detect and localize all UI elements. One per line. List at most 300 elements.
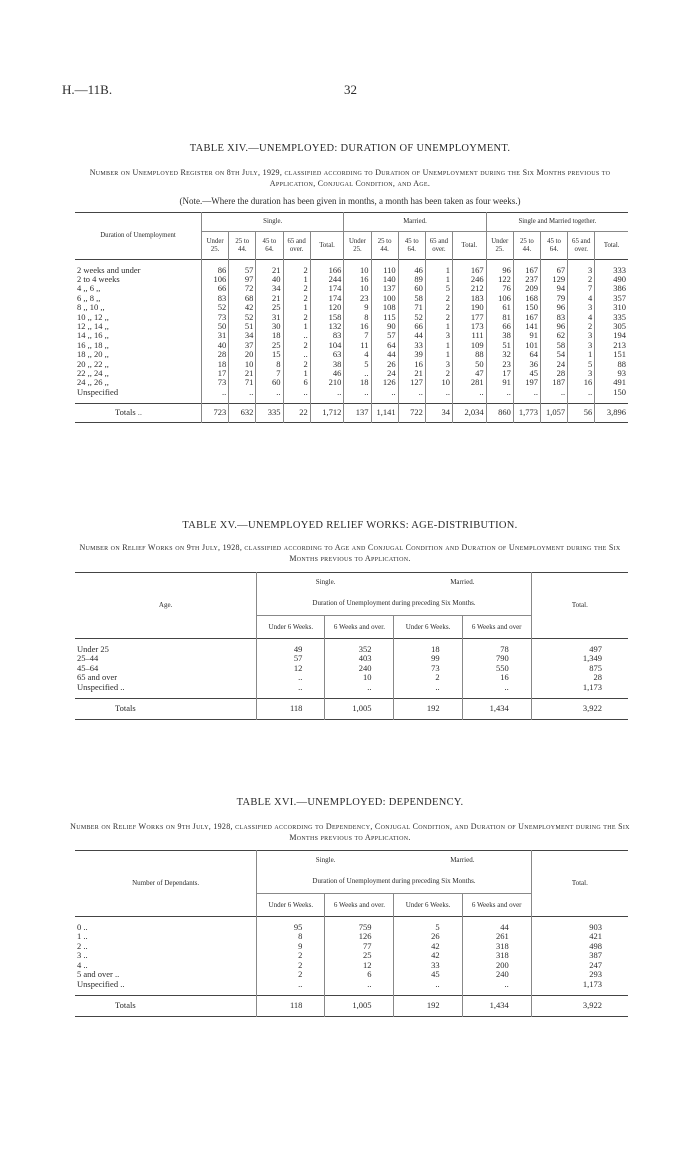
cell: 109 xyxy=(452,341,486,350)
table-row xyxy=(75,932,628,942)
cell: 96 xyxy=(486,266,513,275)
cell: 34 xyxy=(425,403,452,422)
cell: 2 xyxy=(568,322,595,331)
cell: 73 xyxy=(202,313,229,322)
cell: 34 xyxy=(256,284,283,293)
cell: 3 xyxy=(425,360,452,369)
cell: 210 xyxy=(310,378,344,387)
cell: .. xyxy=(462,683,531,693)
cell: 60 xyxy=(398,284,425,293)
cell: 1,434 xyxy=(462,996,531,1017)
col-single-3: 65 and over. xyxy=(283,232,310,260)
cell: 100 xyxy=(371,294,398,303)
cell: 57 xyxy=(371,331,398,340)
cell: 6 xyxy=(283,378,310,387)
row-label xyxy=(75,388,202,397)
row-label xyxy=(75,698,257,719)
cell: 33 xyxy=(394,961,462,971)
cell: 127 xyxy=(398,378,425,387)
cell: 2 xyxy=(257,951,325,961)
row-label-text: 14 ,, 16 ,, xyxy=(77,330,109,341)
table-row xyxy=(75,341,628,350)
cell: 7 xyxy=(344,331,371,340)
cell: 1,712 xyxy=(310,403,344,422)
cell: 550 xyxy=(462,664,531,674)
cell: 2 xyxy=(283,284,310,293)
cell: 244 xyxy=(310,275,344,284)
cell: 6 xyxy=(325,970,394,980)
cell: 167 xyxy=(513,266,540,275)
table-row xyxy=(75,360,628,369)
cell: 5 xyxy=(344,360,371,369)
row-label xyxy=(75,654,257,664)
table-14-subtitle: Number on Unemployed Register on 8th July, 1929, classified according to Duration of Unemployment during the Six Months previous to Application, Conjugal Condition, and Age. xyxy=(89,168,611,188)
row-label-text: 2 to 4 weeks xyxy=(77,273,120,284)
cell: 106 xyxy=(486,294,513,303)
row-label-text: 18 ,, 20 ,, xyxy=(77,349,109,360)
cell: 16 xyxy=(568,378,595,387)
cell: 46 xyxy=(398,266,425,275)
table-row xyxy=(75,654,628,664)
cell: 318 xyxy=(462,951,531,961)
cell: 93 xyxy=(595,369,628,378)
cell: 57 xyxy=(257,654,325,664)
cell: 88 xyxy=(595,360,628,369)
row-label-text: 25–44 xyxy=(77,653,99,664)
table-row xyxy=(75,942,628,952)
row-label xyxy=(75,683,257,693)
cell: 167 xyxy=(513,313,540,322)
cell: .. xyxy=(371,388,398,397)
col-single-2: 45 to 64. xyxy=(256,232,283,260)
cell: 10 xyxy=(229,360,256,369)
cell: 39 xyxy=(398,350,425,359)
cell: 403 xyxy=(325,654,394,664)
row-label xyxy=(75,951,257,961)
row-label-text: 22 ,, 24 ,, xyxy=(77,367,109,378)
page-number: 32 xyxy=(344,82,357,97)
table-16-subtitle: Number on Relief Works on 9th July, 1928, classified according to Dependency, Conjugal Condition, and Duration of Unemployment during the Six Months previous to Application. xyxy=(70,822,630,842)
row-label-text: 65 and over xyxy=(77,672,118,683)
cell: 21 xyxy=(229,369,256,378)
cell: 120 xyxy=(310,303,344,312)
cell: 2 xyxy=(257,961,325,971)
cell: 73 xyxy=(202,378,229,387)
cell: 497 xyxy=(531,645,628,655)
cell: 421 xyxy=(531,932,628,942)
stub-header: Age. xyxy=(158,601,173,609)
cell: .. xyxy=(425,388,452,397)
cell: 38 xyxy=(310,360,344,369)
cell: 71 xyxy=(398,303,425,312)
cell: 60 xyxy=(256,378,283,387)
cell: 81 xyxy=(486,313,513,322)
cell: 490 xyxy=(595,275,628,284)
group-single: Single. xyxy=(202,213,344,232)
cell: .. xyxy=(344,369,371,378)
cell: 96 xyxy=(540,322,567,331)
cell: 1 xyxy=(425,275,452,284)
cell: 1 xyxy=(425,322,452,331)
cell: 58 xyxy=(398,294,425,303)
cell: 40 xyxy=(256,275,283,284)
table-15-subtitle: Number on Relief Works on 9th July, 1928, classified according to Age and Conjugal Condition and Duration of Unemployment during the Six Months previous to Application. xyxy=(79,543,621,563)
cell: 32 xyxy=(486,350,513,359)
cell: 50 xyxy=(202,322,229,331)
cell: 16 xyxy=(398,360,425,369)
totals-row xyxy=(75,403,628,422)
cell: 5 xyxy=(568,360,595,369)
cell: 875 xyxy=(531,664,628,674)
table-16-title: TABLE XVI.—UNEMPLOYED: DEPENDENCY. xyxy=(236,797,464,808)
table-row xyxy=(75,369,628,378)
cell: 3,896 xyxy=(595,403,628,422)
cell: 2 xyxy=(425,303,452,312)
cell: .. xyxy=(394,980,462,990)
cell: 17 xyxy=(202,369,229,378)
cell: 860 xyxy=(486,403,513,422)
cell: 44 xyxy=(462,923,531,933)
cell: 66 xyxy=(202,284,229,293)
cell: 51 xyxy=(486,341,513,350)
cell: .. xyxy=(257,980,325,990)
cell: 49 xyxy=(257,645,325,655)
cell: 183 xyxy=(452,294,486,303)
cell: 83 xyxy=(540,313,567,322)
totals-row xyxy=(75,996,628,1017)
cell: 3 xyxy=(568,369,595,378)
cell: 28 xyxy=(202,350,229,359)
cell: 45 xyxy=(513,369,540,378)
cell: 101 xyxy=(513,341,540,350)
col-together-4: Total. xyxy=(595,232,628,260)
cell: 2 xyxy=(283,313,310,322)
row-label-text: 2 weeks and under xyxy=(77,264,141,275)
table-row xyxy=(75,331,628,340)
page-reference: H.—11B. xyxy=(62,82,113,97)
cell: .. xyxy=(256,388,283,397)
cell: .. xyxy=(257,673,325,683)
cell: 44 xyxy=(371,350,398,359)
cell: 9 xyxy=(344,303,371,312)
table-row xyxy=(75,923,628,933)
duration-span-header: Duration of Unemployment during preceding Six Months. xyxy=(257,869,531,894)
cell: 77 xyxy=(325,942,394,952)
cell: 8 xyxy=(257,932,325,942)
cell: 192 xyxy=(394,698,462,719)
col-together-1: 25 to 44. xyxy=(513,232,540,260)
cell: 91 xyxy=(513,331,540,340)
cell: 8 xyxy=(344,313,371,322)
cell: 23 xyxy=(486,360,513,369)
cell: 1,349 xyxy=(531,654,628,664)
cell: 190 xyxy=(452,303,486,312)
col-married-6over: 6 Weeks and over xyxy=(462,894,531,917)
cell: 3 xyxy=(568,266,595,275)
totals-row xyxy=(75,698,628,719)
table-row xyxy=(75,275,628,284)
cell: 83 xyxy=(202,294,229,303)
cell: 57 xyxy=(229,266,256,275)
cell: 94 xyxy=(540,284,567,293)
row-label-text: 3 .. xyxy=(77,950,88,961)
cell: 498 xyxy=(531,942,628,952)
cell: 2 xyxy=(425,369,452,378)
table-14 xyxy=(75,212,628,423)
row-label-text: 10 ,, 12 ,, xyxy=(77,311,109,322)
cell: 1 xyxy=(425,350,452,359)
cell: 90 xyxy=(371,322,398,331)
table-row xyxy=(75,350,628,359)
cell: 387 xyxy=(531,951,628,961)
table-row xyxy=(75,294,628,303)
row-label-text: Under 25 xyxy=(77,643,109,654)
cell: 1,005 xyxy=(325,996,394,1017)
cell: 173 xyxy=(452,322,486,331)
cell: 192 xyxy=(394,996,462,1017)
cell: 197 xyxy=(513,378,540,387)
table-row xyxy=(75,970,628,980)
col-single-1: 25 to 44. xyxy=(229,232,256,260)
cell: 45 xyxy=(394,970,462,980)
cell: .. xyxy=(283,350,310,359)
cell: 237 xyxy=(513,275,540,284)
cell: 240 xyxy=(462,970,531,980)
cell: 10 xyxy=(344,284,371,293)
cell: 1,005 xyxy=(325,698,394,719)
cell: .. xyxy=(462,980,531,990)
cell: 64 xyxy=(513,350,540,359)
row-label-text: Totals xyxy=(115,1000,136,1011)
table-row xyxy=(75,951,628,961)
cell: 632 xyxy=(229,403,256,422)
cell: 104 xyxy=(310,341,344,350)
cell: 759 xyxy=(325,923,394,933)
cell: 166 xyxy=(310,266,344,275)
cell: 491 xyxy=(595,378,628,387)
row-label-text: 1 .. xyxy=(77,931,88,942)
cell: 2 xyxy=(283,294,310,303)
row-label-text: 24 ,, 26 ,, xyxy=(77,377,109,388)
table-row xyxy=(75,980,628,990)
cell: 129 xyxy=(540,275,567,284)
cell: 4 xyxy=(344,350,371,359)
cell: 46 xyxy=(310,369,344,378)
cell: 18 xyxy=(344,378,371,387)
cell: 24 xyxy=(371,369,398,378)
cell: 2 xyxy=(568,275,595,284)
cell: 58 xyxy=(540,341,567,350)
cell: 56 xyxy=(568,403,595,422)
group-single: Single. xyxy=(257,573,394,592)
cell: 83 xyxy=(310,331,344,340)
cell: 108 xyxy=(371,303,398,312)
cell: 150 xyxy=(595,388,628,397)
cell: 1 xyxy=(283,369,310,378)
group-together: Single and Married together. xyxy=(486,213,628,232)
cell: 4 xyxy=(568,313,595,322)
cell: 790 xyxy=(462,654,531,664)
col-married-3: 65 and over. xyxy=(425,232,452,260)
cell: 33 xyxy=(398,341,425,350)
cell: 96 xyxy=(540,303,567,312)
cell: 16 xyxy=(462,673,531,683)
table-row xyxy=(75,645,628,655)
cell: 132 xyxy=(310,322,344,331)
cell: 61 xyxy=(486,303,513,312)
cell: 2 xyxy=(257,970,325,980)
cell: 42 xyxy=(394,951,462,961)
cell: .. xyxy=(229,388,256,397)
cell: 26 xyxy=(371,360,398,369)
row-label-text: 45–64 xyxy=(77,662,99,673)
cell: 281 xyxy=(452,378,486,387)
cell: 47 xyxy=(452,369,486,378)
cell: .. xyxy=(202,388,229,397)
col-married-0: Under 25. xyxy=(344,232,371,260)
col-married-4: Total. xyxy=(452,232,486,260)
cell: 187 xyxy=(540,378,567,387)
cell: 9 xyxy=(257,942,325,952)
cell: 137 xyxy=(371,284,398,293)
cell: 66 xyxy=(486,322,513,331)
cell: .. xyxy=(486,388,513,397)
cell: 11 xyxy=(344,341,371,350)
col-married-1: 25 to 44. xyxy=(371,232,398,260)
cell: 318 xyxy=(462,942,531,952)
col-single-0: Under 25. xyxy=(202,232,229,260)
col-single-6over: 6 Weeks and over. xyxy=(325,894,394,917)
cell: 16 xyxy=(344,275,371,284)
row-label-text: 12 ,, 14 ,, xyxy=(77,320,109,331)
table-row xyxy=(75,664,628,674)
row-label-text: Unspecified xyxy=(77,386,119,397)
cell: 194 xyxy=(595,331,628,340)
cell: 386 xyxy=(595,284,628,293)
cell: 28 xyxy=(540,369,567,378)
cell: 22 xyxy=(283,403,310,422)
row-label: Totals .. xyxy=(115,406,143,417)
cell: 722 xyxy=(398,403,425,422)
cell: 95 xyxy=(257,923,325,933)
cell: 151 xyxy=(595,350,628,359)
cell: 50 xyxy=(452,360,486,369)
cell: 3,922 xyxy=(531,996,628,1017)
duration-span-header: Duration of Unemployment during preceding Six Months. xyxy=(257,591,531,616)
row-label xyxy=(75,932,257,942)
cell: 212 xyxy=(452,284,486,293)
cell: 5 xyxy=(425,284,452,293)
cell: 158 xyxy=(310,313,344,322)
stub-header: Number of Dependants. xyxy=(132,879,200,887)
col-single-under6: Under 6 Weeks. xyxy=(257,616,325,639)
cell: 115 xyxy=(371,313,398,322)
cell: 66 xyxy=(398,322,425,331)
cell: 118 xyxy=(257,996,325,1017)
cell: 3 xyxy=(568,331,595,340)
cell: 122 xyxy=(486,275,513,284)
cell: 333 xyxy=(595,266,628,275)
cell: 4 xyxy=(568,294,595,303)
cell: 141 xyxy=(513,322,540,331)
cell: 25 xyxy=(256,303,283,312)
col-married-under6: Under 6 Weeks. xyxy=(394,616,462,639)
col-single-4: Total. xyxy=(310,232,344,260)
row-label-text: Unspecified .. xyxy=(77,979,125,990)
row-label-text: 2 .. xyxy=(77,940,88,951)
col-together-2: 45 to 64. xyxy=(540,232,567,260)
cell: .. xyxy=(283,388,310,397)
cell: 21 xyxy=(398,369,425,378)
cell: 42 xyxy=(394,942,462,952)
cell: 2 xyxy=(425,313,452,322)
row-label xyxy=(75,980,257,990)
cell: 3 xyxy=(568,303,595,312)
col-married-under6: Under 6 Weeks. xyxy=(394,894,462,917)
col-married-2: 45 to 64. xyxy=(398,232,425,260)
stub-header: Duration of Unemployment xyxy=(100,232,176,239)
table-row xyxy=(75,673,628,683)
cell: 31 xyxy=(202,331,229,340)
group-married: Married. xyxy=(344,213,486,232)
cell: 10 xyxy=(325,673,394,683)
row-label-text: 16 ,, 18 ,, xyxy=(77,339,109,350)
cell: 52 xyxy=(229,313,256,322)
cell: 97 xyxy=(229,275,256,284)
cell: .. xyxy=(257,683,325,693)
table-row xyxy=(75,961,628,971)
cell: 209 xyxy=(513,284,540,293)
cell: 310 xyxy=(595,303,628,312)
cell: 1 xyxy=(283,275,310,284)
table-row xyxy=(75,284,628,293)
cell: 21 xyxy=(256,294,283,303)
cell: 72 xyxy=(229,284,256,293)
table-row xyxy=(75,313,628,322)
cell: 79 xyxy=(540,294,567,303)
total-header: Total. xyxy=(531,573,628,639)
group-married: Married. xyxy=(450,855,475,864)
cell: 51 xyxy=(229,322,256,331)
cell: 1,057 xyxy=(540,403,567,422)
table-15-title: TABLE XV.—UNEMPLOYED RELIEF WORKS: AGE-DISTRIBUTION. xyxy=(182,520,518,531)
cell: 168 xyxy=(513,294,540,303)
cell: 54 xyxy=(540,350,567,359)
cell: 78 xyxy=(462,645,531,655)
cell: 1 xyxy=(283,322,310,331)
cell: 88 xyxy=(452,350,486,359)
cell: 15 xyxy=(256,350,283,359)
cell: 1,173 xyxy=(531,980,628,990)
cell: 91 xyxy=(486,378,513,387)
cell: 213 xyxy=(595,341,628,350)
cell: .. xyxy=(398,388,425,397)
cell: 36 xyxy=(513,360,540,369)
cell: 247 xyxy=(531,961,628,971)
cell: 44 xyxy=(398,331,425,340)
cell: 99 xyxy=(394,654,462,664)
cell: 111 xyxy=(452,331,486,340)
cell: 177 xyxy=(452,313,486,322)
row-label-text: 8 ,, 10 ,, xyxy=(77,302,105,313)
cell: 118 xyxy=(257,698,325,719)
table-14-title: TABLE XIV.—UNEMPLOYED: DURATION OF UNEMPLOYMENT. xyxy=(189,143,511,154)
cell: 7 xyxy=(256,369,283,378)
cell: 64 xyxy=(371,341,398,350)
cell: 1,141 xyxy=(371,403,398,422)
cell: .. xyxy=(283,331,310,340)
cell: 42 xyxy=(229,303,256,312)
